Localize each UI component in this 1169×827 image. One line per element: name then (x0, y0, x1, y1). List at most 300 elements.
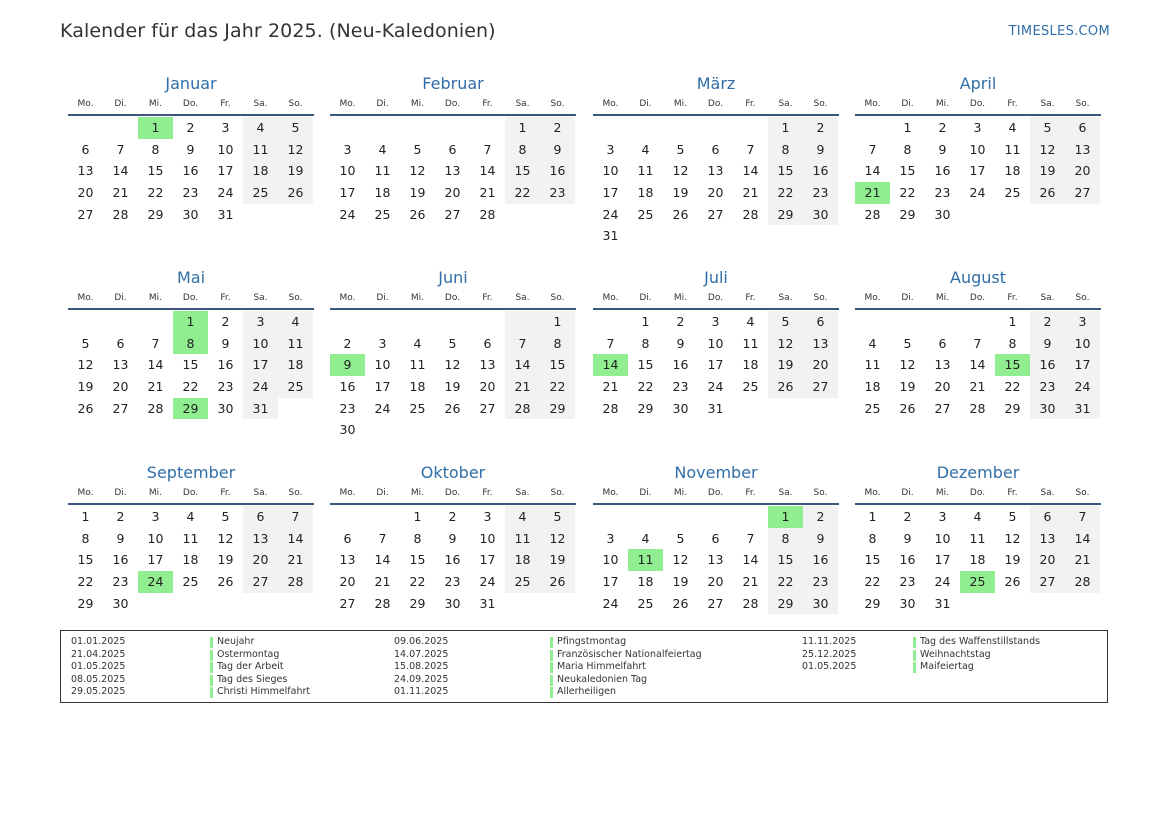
day-cell[interactable]: 8 (413, 530, 422, 546)
day-cell[interactable]: 26 (768, 376, 803, 398)
day-cell[interactable]: 8 (151, 141, 160, 157)
day-cell[interactable]: 24 (374, 400, 391, 416)
day-cell[interactable]: 19 (1004, 552, 1021, 568)
day-cell[interactable]: 4 (1008, 120, 1017, 135)
holiday-day-cell[interactable]: 29 (173, 398, 208, 420)
day-cell[interactable]: 20 (77, 185, 94, 201)
day-cell[interactable]: 12 (1030, 139, 1065, 161)
day-cell[interactable]: 2 (938, 120, 947, 135)
day-cell[interactable]: 16 (540, 160, 575, 182)
day-cell[interactable]: 7 (973, 335, 982, 351)
day-cell[interactable]: 7 (868, 141, 877, 157)
day-cell[interactable]: 7 (151, 335, 160, 351)
day-cell[interactable]: 20 (1030, 549, 1065, 571)
day-cell[interactable]: 13 (77, 163, 94, 179)
day-cell[interactable]: 27 (77, 206, 94, 222)
day-cell[interactable]: 15 (77, 552, 94, 568)
day-cell[interactable]: 23 (803, 571, 838, 593)
day-cell[interactable]: 6 (711, 141, 720, 157)
day-cell[interactable]: 25 (864, 400, 881, 416)
day-cell[interactable]: 20 (479, 379, 496, 395)
day-cell[interactable]: 5 (676, 530, 685, 546)
day-cell[interactable]: 11 (278, 333, 313, 355)
day-cell[interactable]: 15 (147, 163, 164, 179)
day-cell[interactable]: 3 (378, 335, 387, 351)
day-cell[interactable]: 1 (868, 509, 877, 524)
day-cell[interactable]: 5 (448, 335, 457, 351)
day-cell[interactable]: 3 (483, 509, 492, 524)
day-cell[interactable]: 28 (742, 595, 759, 611)
day-cell[interactable]: 31 (479, 595, 496, 611)
day-cell[interactable]: 8 (641, 335, 650, 351)
day-cell[interactable]: 26 (672, 206, 689, 222)
day-cell[interactable]: 2 (903, 509, 912, 524)
day-cell[interactable]: 7 (483, 141, 492, 157)
day-cell[interactable]: 29 (864, 595, 881, 611)
day-cell[interactable]: 17 (147, 552, 164, 568)
day-cell[interactable]: 21 (505, 376, 540, 398)
day-cell[interactable]: 27 (1065, 182, 1100, 204)
day-cell[interactable]: 20 (803, 354, 838, 376)
day-cell[interactable]: 29 (540, 398, 575, 420)
day-cell[interactable]: 5 (81, 335, 90, 351)
site-link[interactable]: TIMESLES.COM (1008, 24, 1110, 39)
day-cell[interactable]: 24 (339, 206, 356, 222)
day-cell[interactable]: 21 (147, 379, 164, 395)
day-cell[interactable]: 23 (672, 379, 689, 395)
day-cell[interactable]: 6 (243, 506, 278, 528)
day-cell[interactable]: 12 (217, 530, 234, 546)
day-cell[interactable]: 13 (112, 357, 129, 373)
day-cell[interactable]: 25 (243, 182, 278, 204)
day-cell[interactable]: 2 (116, 509, 125, 524)
day-cell[interactable]: 16 (112, 552, 129, 568)
day-cell[interactable]: 21 (278, 549, 313, 571)
day-cell[interactable]: 15 (505, 160, 540, 182)
day-cell[interactable]: 12 (899, 357, 916, 373)
day-cell[interactable]: 17 (707, 357, 724, 373)
day-cell[interactable]: 23 (899, 574, 916, 590)
day-cell[interactable]: 23 (339, 400, 356, 416)
day-cell[interactable]: 18 (278, 354, 313, 376)
day-cell[interactable]: 2 (448, 509, 457, 524)
day-cell[interactable]: 6 (448, 141, 457, 157)
holiday-day-cell[interactable]: 1 (173, 311, 208, 333)
day-cell[interactable]: 21 (374, 574, 391, 590)
day-cell[interactable]: 12 (444, 357, 461, 373)
day-cell[interactable]: 6 (483, 335, 492, 351)
day-cell[interactable]: 27 (444, 206, 461, 222)
day-cell[interactable]: 19 (217, 552, 234, 568)
day-cell[interactable]: 22 (182, 379, 199, 395)
day-cell[interactable]: 9 (938, 141, 947, 157)
holiday-day-cell[interactable]: 21 (855, 182, 890, 204)
day-cell[interactable]: 9 (116, 530, 125, 546)
day-cell[interactable]: 26 (217, 574, 234, 590)
day-cell[interactable]: 18 (374, 185, 391, 201)
day-cell[interactable]: 22 (899, 185, 916, 201)
day-cell[interactable]: 3 (973, 120, 982, 135)
day-cell[interactable]: 18 (243, 160, 278, 182)
day-cell[interactable]: 2 (186, 120, 195, 135)
day-cell[interactable]: 22 (637, 379, 654, 395)
day-cell[interactable]: 9 (676, 335, 685, 351)
day-cell[interactable]: 26 (444, 400, 461, 416)
day-cell[interactable]: 30 (339, 422, 356, 438)
day-cell[interactable]: 3 (151, 509, 160, 524)
day-cell[interactable]: 12 (409, 163, 426, 179)
day-cell[interactable]: 27 (934, 400, 951, 416)
day-cell[interactable]: 31 (602, 228, 619, 244)
day-cell[interactable]: 26 (278, 182, 313, 204)
day-cell[interactable]: 10 (707, 335, 724, 351)
day-cell[interactable]: 21 (969, 379, 986, 395)
day-cell[interactable]: 26 (899, 400, 916, 416)
day-cell[interactable]: 1 (641, 314, 650, 329)
day-cell[interactable]: 2 (343, 335, 352, 351)
day-cell[interactable]: 21 (742, 574, 759, 590)
day-cell[interactable]: 25 (637, 595, 654, 611)
day-cell[interactable]: 2 (221, 314, 230, 329)
day-cell[interactable]: 15 (899, 163, 916, 179)
day-cell[interactable]: 27 (707, 206, 724, 222)
day-cell[interactable]: 25 (742, 379, 759, 395)
day-cell[interactable]: 3 (243, 311, 278, 333)
day-cell[interactable]: 16 (803, 549, 838, 571)
day-cell[interactable]: 16 (1030, 354, 1065, 376)
day-cell[interactable]: 12 (278, 139, 313, 161)
day-cell[interactable]: 14 (479, 163, 496, 179)
day-cell[interactable]: 14 (864, 163, 881, 179)
day-cell[interactable]: 14 (278, 528, 313, 550)
day-cell[interactable]: 6 (938, 335, 947, 351)
day-cell[interactable]: 8 (1008, 335, 1017, 351)
day-cell[interactable]: 1 (1008, 314, 1017, 329)
day-cell[interactable]: 29 (768, 593, 803, 615)
day-cell[interactable]: 9 (540, 139, 575, 161)
day-cell[interactable]: 5 (1008, 509, 1017, 524)
day-cell[interactable]: 1 (81, 509, 90, 524)
day-cell[interactable]: 20 (1065, 160, 1100, 182)
day-cell[interactable]: 7 (1065, 506, 1100, 528)
day-cell[interactable]: 16 (182, 163, 199, 179)
day-cell[interactable]: 16 (803, 160, 838, 182)
day-cell[interactable]: 4 (278, 311, 313, 333)
day-cell[interactable]: 17 (934, 552, 951, 568)
day-cell[interactable]: 30 (803, 593, 838, 615)
day-cell[interactable]: 15 (637, 357, 654, 373)
day-cell[interactable]: 4 (641, 530, 650, 546)
day-cell[interactable]: 3 (1065, 311, 1100, 333)
day-cell[interactable]: 6 (1065, 117, 1100, 139)
day-cell[interactable]: 19 (899, 379, 916, 395)
day-cell[interactable]: 29 (1004, 400, 1021, 416)
day-cell[interactable]: 3 (938, 509, 947, 524)
day-cell[interactable]: 30 (934, 206, 951, 222)
day-cell[interactable]: 4 (378, 141, 387, 157)
day-cell[interactable]: 11 (1004, 141, 1021, 157)
day-cell[interactable]: 28 (742, 206, 759, 222)
day-cell[interactable]: 4 (973, 509, 982, 524)
day-cell[interactable]: 23 (934, 185, 951, 201)
day-cell[interactable]: 22 (768, 182, 803, 204)
day-cell[interactable]: 20 (707, 574, 724, 590)
day-cell[interactable]: 25 (409, 400, 426, 416)
day-cell[interactable]: 17 (602, 574, 619, 590)
day-cell[interactable]: 29 (409, 595, 426, 611)
day-cell[interactable]: 31 (243, 398, 278, 420)
day-cell[interactable]: 27 (339, 595, 356, 611)
day-cell[interactable]: 25 (374, 206, 391, 222)
day-cell[interactable]: 19 (540, 549, 575, 571)
day-cell[interactable]: 24 (479, 574, 496, 590)
day-cell[interactable]: 10 (147, 530, 164, 546)
day-cell[interactable]: 20 (444, 185, 461, 201)
day-cell[interactable]: 31 (934, 595, 951, 611)
day-cell[interactable]: 7 (505, 333, 540, 355)
day-cell[interactable]: 18 (637, 574, 654, 590)
day-cell[interactable]: 24 (217, 185, 234, 201)
day-cell[interactable]: 28 (969, 400, 986, 416)
day-cell[interactable]: 18 (505, 549, 540, 571)
day-cell[interactable]: 2 (676, 314, 685, 329)
day-cell[interactable]: 3 (343, 141, 352, 157)
day-cell[interactable]: 24 (243, 376, 278, 398)
day-cell[interactable]: 27 (707, 595, 724, 611)
day-cell[interactable]: 21 (479, 185, 496, 201)
day-cell[interactable]: 21 (1065, 549, 1100, 571)
day-cell[interactable]: 26 (1004, 574, 1021, 590)
day-cell[interactable]: 30 (444, 595, 461, 611)
day-cell[interactable]: 5 (1030, 117, 1065, 139)
day-cell[interactable]: 8 (903, 141, 912, 157)
day-cell[interactable]: 6 (711, 530, 720, 546)
day-cell[interactable]: 18 (409, 379, 426, 395)
day-cell[interactable]: 3 (606, 530, 615, 546)
day-cell[interactable]: 10 (243, 333, 278, 355)
day-cell[interactable]: 21 (112, 185, 129, 201)
day-cell[interactable]: 1 (768, 117, 803, 139)
day-cell[interactable]: 30 (899, 595, 916, 611)
day-cell[interactable]: 4 (868, 335, 877, 351)
day-cell[interactable]: 19 (672, 574, 689, 590)
day-cell[interactable]: 3 (221, 120, 230, 135)
day-cell[interactable]: 8 (768, 528, 803, 550)
day-cell[interactable]: 17 (969, 163, 986, 179)
day-cell[interactable]: 9 (221, 335, 230, 351)
day-cell[interactable]: 10 (934, 530, 951, 546)
day-cell[interactable]: 13 (934, 357, 951, 373)
day-cell[interactable]: 10 (339, 163, 356, 179)
day-cell[interactable]: 9 (903, 530, 912, 546)
day-cell[interactable]: 12 (672, 163, 689, 179)
day-cell[interactable]: 25 (182, 574, 199, 590)
day-cell[interactable]: 17 (339, 185, 356, 201)
day-cell[interactable]: 27 (112, 400, 129, 416)
day-cell[interactable]: 2 (803, 117, 838, 139)
day-cell[interactable]: 6 (1030, 506, 1065, 528)
holiday-day-cell[interactable]: 15 (995, 354, 1030, 376)
day-cell[interactable]: 7 (378, 530, 387, 546)
day-cell[interactable]: 22 (505, 182, 540, 204)
day-cell[interactable]: 5 (540, 506, 575, 528)
day-cell[interactable]: 24 (602, 595, 619, 611)
day-cell[interactable]: 27 (803, 376, 838, 398)
day-cell[interactable]: 22 (1004, 379, 1021, 395)
day-cell[interactable]: 22 (864, 574, 881, 590)
day-cell[interactable]: 30 (803, 204, 838, 226)
day-cell[interactable]: 10 (479, 530, 496, 546)
day-cell[interactable]: 19 (768, 354, 803, 376)
day-cell[interactable]: 17 (602, 185, 619, 201)
day-cell[interactable]: 25 (1004, 185, 1021, 201)
day-cell[interactable]: 11 (742, 335, 759, 351)
day-cell[interactable]: 12 (768, 333, 803, 355)
day-cell[interactable]: 5 (903, 335, 912, 351)
day-cell[interactable]: 9 (803, 139, 838, 161)
day-cell[interactable]: 10 (602, 552, 619, 568)
holiday-day-cell[interactable]: 1 (138, 117, 173, 139)
day-cell[interactable]: 26 (672, 595, 689, 611)
day-cell[interactable]: 7 (746, 141, 755, 157)
day-cell[interactable]: 28 (147, 400, 164, 416)
day-cell[interactable]: 16 (444, 552, 461, 568)
day-cell[interactable]: 7 (116, 141, 125, 157)
day-cell[interactable]: 28 (602, 400, 619, 416)
day-cell[interactable]: 29 (899, 206, 916, 222)
day-cell[interactable]: 20 (707, 185, 724, 201)
day-cell[interactable]: 22 (409, 574, 426, 590)
day-cell[interactable]: 15 (182, 357, 199, 373)
day-cell[interactable]: 30 (672, 400, 689, 416)
day-cell[interactable]: 5 (221, 509, 230, 524)
day-cell[interactable]: 11 (637, 163, 654, 179)
day-cell[interactable]: 28 (278, 571, 313, 593)
day-cell[interactable]: 8 (540, 333, 575, 355)
day-cell[interactable]: 13 (444, 163, 461, 179)
day-cell[interactable]: 3 (711, 314, 720, 329)
day-cell[interactable]: 16 (934, 163, 951, 179)
day-cell[interactable]: 14 (112, 163, 129, 179)
day-cell[interactable]: 17 (217, 163, 234, 179)
day-cell[interactable]: 3 (606, 141, 615, 157)
day-cell[interactable]: 27 (243, 571, 278, 593)
day-cell[interactable]: 24 (707, 379, 724, 395)
day-cell[interactable]: 28 (1065, 571, 1100, 593)
day-cell[interactable]: 13 (1065, 139, 1100, 161)
day-cell[interactable]: 26 (1030, 182, 1065, 204)
day-cell[interactable]: 25 (505, 571, 540, 593)
day-cell[interactable]: 16 (339, 379, 356, 395)
day-cell[interactable]: 28 (374, 595, 391, 611)
day-cell[interactable]: 29 (768, 204, 803, 226)
day-cell[interactable]: 11 (374, 163, 391, 179)
day-cell[interactable]: 26 (540, 571, 575, 593)
day-cell[interactable]: 21 (602, 379, 619, 395)
day-cell[interactable]: 13 (707, 163, 724, 179)
day-cell[interactable]: 28 (864, 206, 881, 222)
day-cell[interactable]: 15 (540, 354, 575, 376)
day-cell[interactable]: 13 (339, 552, 356, 568)
day-cell[interactable]: 4 (186, 509, 195, 524)
day-cell[interactable]: 30 (217, 400, 234, 416)
day-cell[interactable]: 23 (803, 182, 838, 204)
day-cell[interactable]: 15 (409, 552, 426, 568)
holiday-day-cell[interactable]: 8 (173, 333, 208, 355)
day-cell[interactable]: 27 (1030, 571, 1065, 593)
day-cell[interactable]: 12 (540, 528, 575, 550)
day-cell[interactable]: 13 (1030, 528, 1065, 550)
holiday-day-cell[interactable]: 1 (768, 506, 803, 528)
day-cell[interactable]: 16 (899, 552, 916, 568)
day-cell[interactable]: 28 (505, 398, 540, 420)
day-cell[interactable]: 24 (934, 574, 951, 590)
day-cell[interactable]: 13 (479, 357, 496, 373)
day-cell[interactable]: 22 (147, 185, 164, 201)
day-cell[interactable]: 13 (803, 333, 838, 355)
day-cell[interactable]: 19 (1030, 160, 1065, 182)
day-cell[interactable]: 4 (505, 506, 540, 528)
day-cell[interactable]: 17 (243, 354, 278, 376)
day-cell[interactable]: 7 (278, 506, 313, 528)
day-cell[interactable]: 18 (969, 552, 986, 568)
day-cell[interactable]: 23 (217, 379, 234, 395)
day-cell[interactable]: 15 (768, 160, 803, 182)
day-cell[interactable]: 29 (637, 400, 654, 416)
day-cell[interactable]: 18 (864, 379, 881, 395)
day-cell[interactable]: 19 (77, 379, 94, 395)
day-cell[interactable]: 14 (969, 357, 986, 373)
day-cell[interactable]: 26 (77, 400, 94, 416)
day-cell[interactable]: 17 (374, 379, 391, 395)
day-cell[interactable]: 4 (641, 141, 650, 157)
day-cell[interactable]: 28 (112, 206, 129, 222)
day-cell[interactable]: 10 (969, 141, 986, 157)
holiday-day-cell[interactable]: 24 (138, 571, 173, 593)
day-cell[interactable]: 4 (413, 335, 422, 351)
day-cell[interactable]: 31 (217, 206, 234, 222)
day-cell[interactable]: 17 (1065, 354, 1100, 376)
day-cell[interactable]: 5 (676, 141, 685, 157)
day-cell[interactable]: 16 (217, 357, 234, 373)
day-cell[interactable]: 11 (969, 530, 986, 546)
day-cell[interactable]: 2 (1030, 311, 1065, 333)
day-cell[interactable]: 23 (1030, 376, 1065, 398)
day-cell[interactable]: 29 (77, 595, 94, 611)
day-cell[interactable]: 17 (479, 552, 496, 568)
day-cell[interactable]: 4 (746, 314, 755, 329)
day-cell[interactable]: 20 (112, 379, 129, 395)
day-cell[interactable]: 5 (413, 141, 422, 157)
day-cell[interactable]: 18 (182, 552, 199, 568)
day-cell[interactable]: 19 (409, 185, 426, 201)
day-cell[interactable]: 6 (803, 311, 838, 333)
day-cell[interactable]: 24 (969, 185, 986, 201)
day-cell[interactable]: 11 (864, 357, 881, 373)
day-cell[interactable]: 14 (742, 552, 759, 568)
day-cell[interactable]: 30 (112, 595, 129, 611)
day-cell[interactable]: 8 (505, 139, 540, 161)
day-cell[interactable]: 6 (343, 530, 352, 546)
day-cell[interactable]: 14 (742, 163, 759, 179)
day-cell[interactable]: 12 (672, 552, 689, 568)
day-cell[interactable]: 18 (637, 185, 654, 201)
day-cell[interactable]: 6 (116, 335, 125, 351)
day-cell[interactable]: 25 (637, 206, 654, 222)
day-cell[interactable]: 1 (413, 509, 422, 524)
day-cell[interactable]: 19 (444, 379, 461, 395)
day-cell[interactable]: 22 (768, 571, 803, 593)
